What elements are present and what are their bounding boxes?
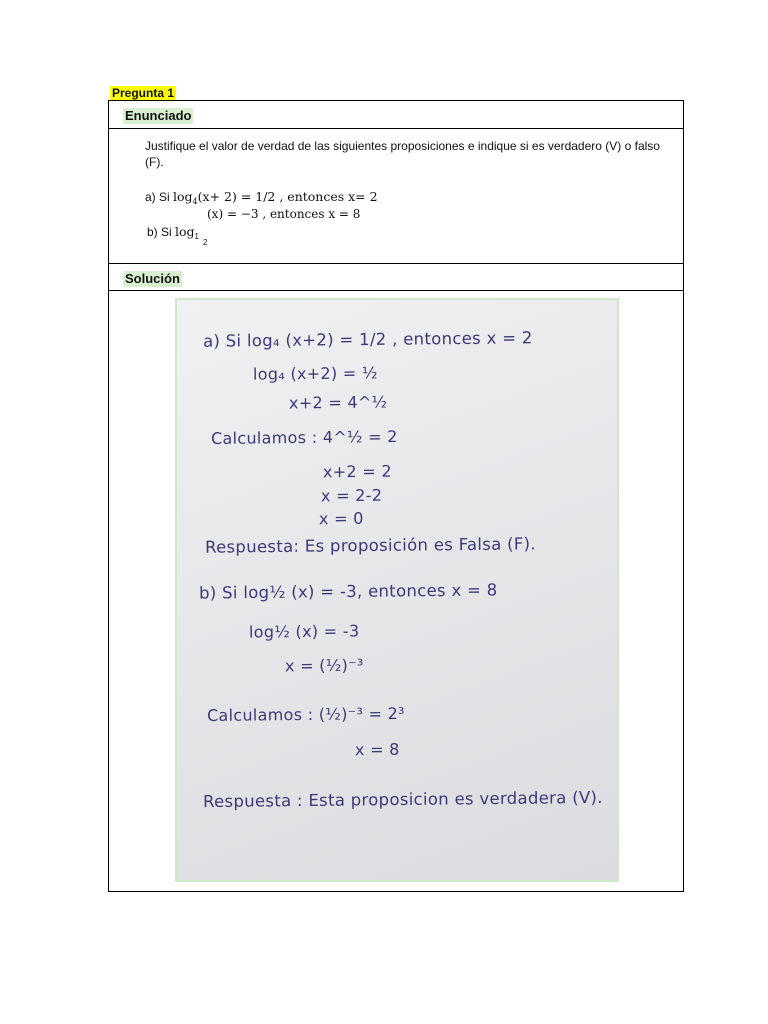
hw-line: Respuesta: Es proposición es Falsa (F). bbox=[204, 534, 537, 557]
hw-line: x = 8 bbox=[354, 739, 400, 760]
hw-line: a) Si log₄ (x+2) = 1/2 , entonces x = 2 bbox=[202, 328, 533, 351]
statement-a: a) Si $\log_4(x+ 2) = 1/2$ , entonces x= 2 bbox=[145, 189, 378, 206]
hw-line: x+2 = 4^½ bbox=[288, 392, 388, 413]
handwritten-solution-photo bbox=[175, 298, 619, 882]
hw-line: Respuesta : Esta proposicion es verdadera (V). bbox=[202, 787, 603, 812]
hw-line: x = 0 bbox=[318, 508, 364, 529]
statement-b: b) Si $\log_1$ bbox=[147, 224, 199, 241]
solucion-title: Solución bbox=[125, 271, 180, 286]
statement-b-base-den: 2 bbox=[203, 238, 208, 247]
hw-line: b) Si log½ (x) = -3, entonces x = 8 bbox=[198, 580, 498, 603]
solucion-header bbox=[109, 263, 683, 291]
hw-line: Calculamos : 4^½ = 2 bbox=[210, 427, 398, 448]
question-label: Pregunta 1 bbox=[112, 86, 175, 100]
question-frame bbox=[108, 100, 684, 892]
statement-intro: Justifique el valor de verdad de las siguientes proposiciones e indique si es verdadero (V) o falso (F). bbox=[145, 139, 660, 169]
hw-line: log₄ (x+2) = ½ bbox=[252, 363, 378, 384]
enunciado-header bbox=[109, 101, 683, 129]
hw-line: log½ (x) = -3 bbox=[248, 621, 360, 642]
hw-line: x = (½)⁻³ bbox=[284, 655, 364, 676]
enunciado-title: Enunciado bbox=[125, 108, 192, 123]
hw-line: x = 2-2 bbox=[320, 485, 383, 506]
statement-b-rest: (x) = −3 , entonces x = 8 bbox=[207, 207, 361, 221]
hw-line: Calculamos : (½)⁻³ = 2³ bbox=[206, 703, 405, 726]
hw-line: x+2 = 2 bbox=[322, 461, 393, 482]
